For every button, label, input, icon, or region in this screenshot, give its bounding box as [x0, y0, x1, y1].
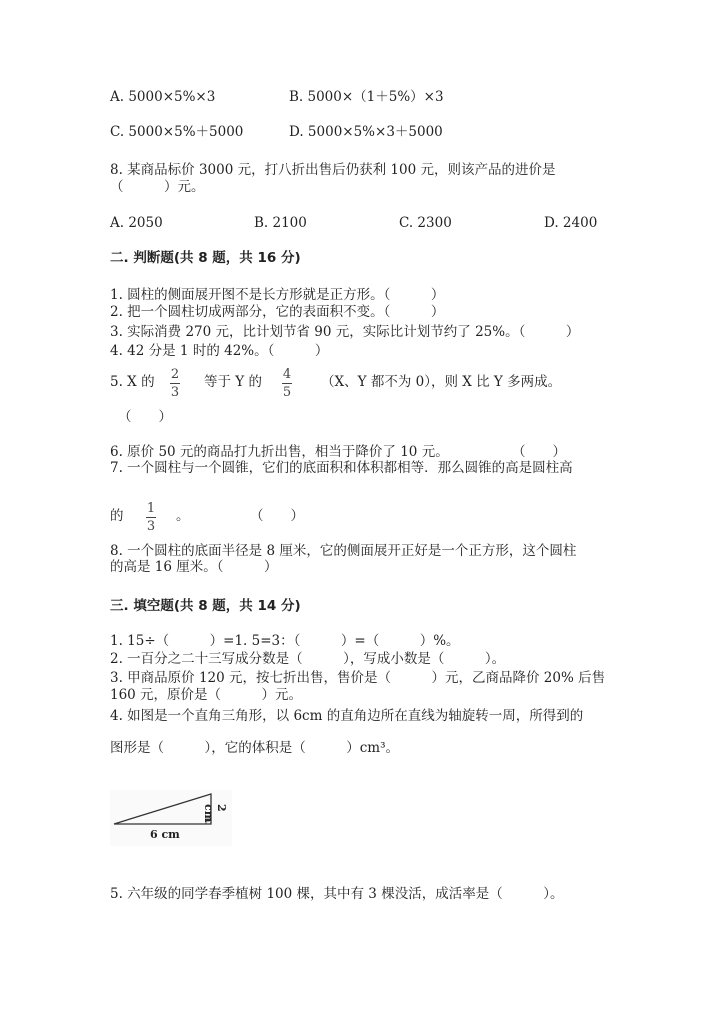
answer-blank[interactable]: （ ） [118, 409, 172, 425]
option-c: C. 5000×5%＋5000 [110, 124, 244, 140]
section-title: 二. 判断题(共 8 题，共 16 分) [110, 250, 301, 266]
option-b: B. 5000×（1＋5%）×3 [289, 89, 444, 105]
question-text: 8. 一个圆柱的底面半径是 8 厘米，它的侧面展开正好是一个正方形，这个圆柱 [110, 543, 577, 559]
option-b: B. 2100 [254, 215, 307, 231]
denominator: 5 [282, 385, 292, 400]
question-text: 的 [110, 508, 124, 524]
option-c: C. 2300 [399, 215, 452, 231]
denominator: 3 [146, 519, 156, 534]
base-label: 6 cm [150, 828, 180, 841]
question-text: 4. 42 分是 1 时的 42%。（ ） [110, 343, 329, 359]
section-title: 三. 填空题(共 8 题，共 14 分) [110, 598, 301, 614]
option-a: A. 5000×5%×3 [110, 89, 216, 105]
option-a: A. 2050 [110, 215, 163, 231]
question-text: 2. 把一个圆柱切成两部分，它的表面积不变。（ ） [110, 304, 445, 320]
right-triangle-figure [110, 790, 232, 846]
question-text: 图形是（ ），它的体积是（ ）cm³。 [110, 740, 400, 756]
question-text: 6. 原价 50 元的商品打九折出售，相当于降价了 10 元。 [110, 444, 449, 460]
question-text: 8. 某商品标价 3000 元，打八折出售后仍获利 100 元，则该产品的进价是 [110, 162, 556, 178]
denominator: 3 [170, 385, 180, 400]
question-text: 4. 如图是一个直角三角形，以 6cm 的直角边所在直线为轴旋转一周，所得到的 [110, 708, 584, 724]
question-text: 1. 15÷（ ）=1. 5=3：（ ）=（ ）%。 [110, 633, 460, 649]
question-text: 3. 实际消费 270 元，比计划节省 90 元，实际比计划节约了 25%。（ ） [110, 324, 580, 340]
question-text: 2. 一百分之二十三写成分数是（ ），写成小数是（ ）。 [110, 651, 506, 667]
question-text: 的高是 16 厘米。（ ） [110, 559, 278, 575]
numerator: 1 [146, 501, 156, 516]
question-text: 。 [176, 508, 190, 524]
fraction [146, 501, 156, 534]
answer-blank[interactable]: （ ） [250, 508, 304, 524]
question-text: 1. 圆柱的侧面展开图不是长方形就是正方形。（ ） [110, 287, 445, 303]
numerator: 4 [282, 367, 292, 382]
question-text: （ ）元。 [110, 179, 205, 195]
numerator: 2 [170, 367, 180, 382]
option-d: D. 5000×5%×3＋5000 [289, 124, 443, 140]
question-text: 等于 Y 的 [204, 374, 262, 390]
height-label: 2 cm [202, 804, 228, 823]
fraction [170, 367, 180, 400]
question-text: 3. 甲商品原价 120 元，按七折出售，售价是（ ）元，乙商品降价 20% 后售 [110, 670, 606, 686]
question-text: 5. 六年级的同学春季植树 100 棵，其中有 3 棵没活，成活率是（ ）。 [110, 886, 564, 902]
question-text: 160 元，原价是（ ）元。 [110, 687, 303, 703]
option-d: D. 2400 [544, 215, 598, 231]
question-text: 5. X 的 [110, 374, 155, 390]
answer-blank[interactable]: （ ） [512, 444, 566, 460]
question-text: （X、Y 都不为 0），则 X 比 Y 多两成。 [321, 374, 562, 390]
question-text: 7. 一个圆柱与一个圆锥，它们的底面积和体积都相等．那么圆锥的高是圆柱高 [110, 460, 573, 476]
fraction [282, 367, 292, 400]
